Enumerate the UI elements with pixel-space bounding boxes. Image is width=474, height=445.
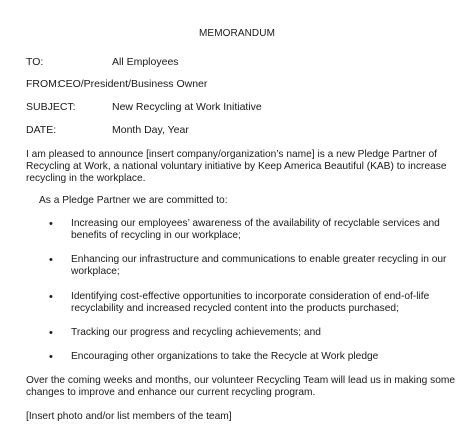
bullet-item-2: Enhancing our infrastructure and communications to enable greater recycling in our workplace; (71, 254, 447, 278)
bullet-icon: • (49, 351, 53, 363)
to-label: TO: (26, 56, 44, 68)
footer-note: [Insert photo and/or list members of the team] (26, 411, 232, 422)
bullet-item-3: Identifying cost-effective opportunities to incorporate consideration of end-of-life recyclability and increased recycled content into the products purchased; (71, 291, 430, 315)
from-value: CEO/President/Business Owner (58, 78, 208, 90)
from-label: FROM: (26, 78, 60, 90)
bullet-item-1: Increasing our employees’ awareness of the availability of recyclable services and benefits of recycling in our workplace; (71, 218, 440, 242)
bullet-item-5: Encouraging other organizations to take the Recycle at Work pledge (71, 351, 379, 362)
date-label: DATE: (26, 124, 57, 136)
committed-lead: As a Pledge Partner we are committed to: (39, 195, 228, 206)
closing-paragraph: Over the coming weeks and months, our volunteer Recycling Team will lead us in making some changes to improve and enhance our current recycling program. (26, 375, 456, 399)
date-value: Month Day, Year (112, 124, 189, 136)
bullet-icon: • (49, 254, 53, 266)
bullet-icon: • (49, 291, 53, 303)
intro-paragraph: I am pleased to announce [insert company/organization’s name] is a new Pledge Partner of Recycling at Work, a national voluntary initiative by Keep America Beautiful (KAB) to increase recycling in the workplace. (26, 149, 447, 185)
bullet-icon: • (49, 218, 53, 230)
to-value: All Employees (112, 56, 179, 68)
subject-value: New Recycling at Work Initiative (112, 101, 262, 113)
memo-title: MEMORANDUM (199, 28, 275, 39)
subject-label: SUBJECT: (26, 101, 76, 113)
bullet-icon: • (49, 327, 53, 339)
bullet-item-4: Tracking our progress and recycling achievements; and (71, 327, 321, 338)
